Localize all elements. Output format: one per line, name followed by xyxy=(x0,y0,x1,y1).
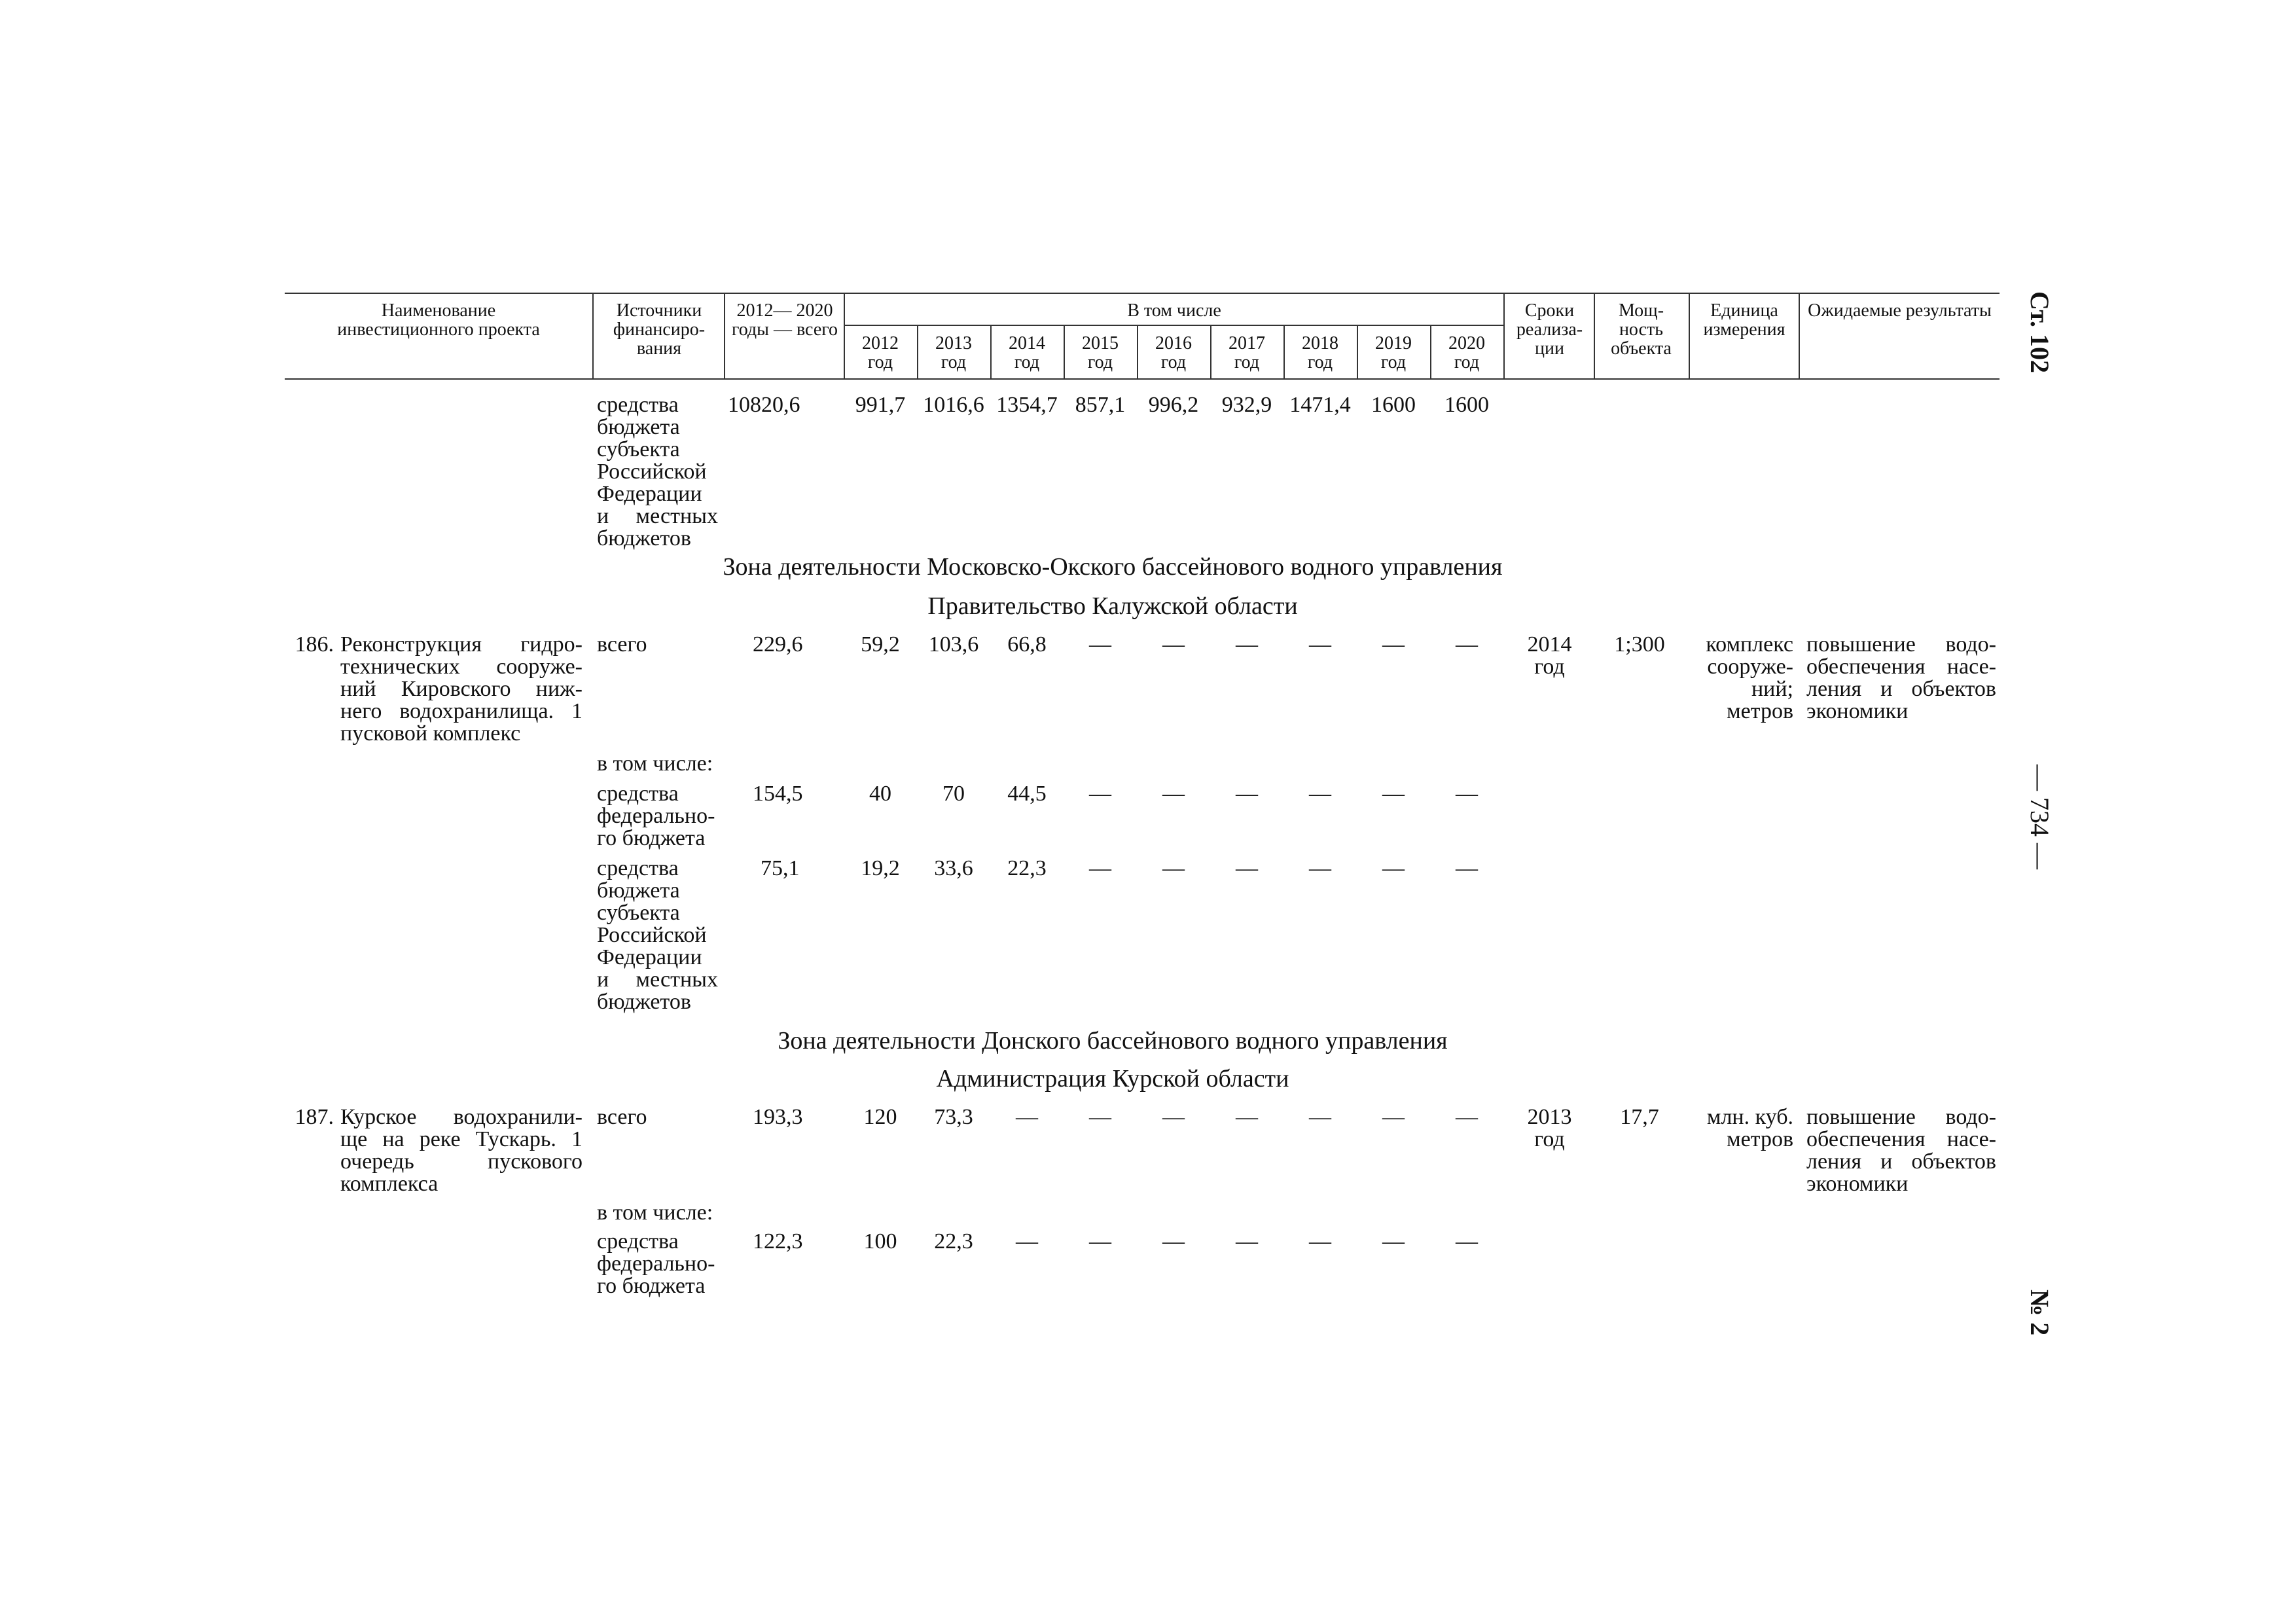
year-cell: — xyxy=(1162,1229,1185,1254)
project-name: Курское водохранили- ще на реке Тускарь. 1 очередь пускового комплекса xyxy=(340,1105,583,1196)
year-cell: 70 xyxy=(942,782,965,806)
year-cell: — xyxy=(1089,632,1111,657)
header-year: 2019 год xyxy=(1375,333,1412,372)
results-cell: повышение водо- обеспечения насе- ления и объектов экономики xyxy=(1806,632,1996,723)
year-cell: — xyxy=(1016,1105,1038,1129)
year-cell: 59,2 xyxy=(861,632,900,657)
header-top-rule xyxy=(285,293,2000,294)
year-cell: — xyxy=(1236,1105,1258,1129)
year-cell: — xyxy=(1309,632,1331,657)
total-cell: 10820,6 xyxy=(728,393,800,417)
header-year: 2012 год xyxy=(862,333,899,372)
year-cell: 73,3 xyxy=(934,1105,973,1129)
year-cell: 996,2 xyxy=(1148,393,1199,417)
header-divider xyxy=(1210,325,1211,378)
year-cell: — xyxy=(1236,1229,1258,1254)
year-cell: 1471,4 xyxy=(1289,393,1351,417)
header-divider xyxy=(724,293,725,378)
year-cell: 22,3 xyxy=(934,1229,973,1254)
header-divider xyxy=(1064,325,1065,378)
year-cell: — xyxy=(1456,1105,1478,1129)
header-year: 2018 год xyxy=(1302,333,1338,372)
unit-cell: млн. куб. метров xyxy=(1706,1105,1793,1151)
source-cell: средства бюджета субъекта Российской Федерации и местных бюджетов xyxy=(597,856,718,1014)
header-name: Наименование инвестиционного проекта xyxy=(337,300,540,340)
total-cell: 122,3 xyxy=(753,1229,803,1254)
year-cell: — xyxy=(1382,856,1405,880)
header-year: 2020 год xyxy=(1448,333,1485,372)
year-cell: — xyxy=(1162,782,1185,806)
header-divider xyxy=(1689,293,1690,378)
year-cell: 33,6 xyxy=(934,856,973,880)
header-divider xyxy=(1799,293,1800,378)
header-divider xyxy=(917,325,918,378)
year-cell: — xyxy=(1016,1229,1038,1254)
year-cell: — xyxy=(1162,1105,1185,1129)
source-cell: средства федерально- го бюджета xyxy=(597,1229,715,1298)
term-cell: 2013 год xyxy=(1527,1105,1572,1151)
source-cell: средства бюджета субъекта Российской Федерации и местных бюджетов xyxy=(597,393,718,550)
year-cell: 991,7 xyxy=(855,393,906,417)
year-cell: 932,9 xyxy=(1221,393,1272,417)
header-divider xyxy=(1137,325,1138,378)
year-cell: — xyxy=(1309,1105,1331,1129)
header-year: 2016 год xyxy=(1155,333,1192,372)
header-divider xyxy=(1283,325,1285,378)
year-cell: — xyxy=(1089,856,1111,880)
source-cell: всего xyxy=(597,632,647,657)
year-cell: — xyxy=(1382,782,1405,806)
including-label: в том числе: xyxy=(597,1200,713,1225)
issue-number: № 2 xyxy=(2025,1290,2054,1336)
header-year: 2017 год xyxy=(1229,333,1265,372)
total-cell: 229,6 xyxy=(753,632,803,657)
year-cell: 103,6 xyxy=(928,632,979,657)
year-cell: 857,1 xyxy=(1075,393,1126,417)
total-cell: 75,1 xyxy=(761,856,800,880)
year-cell: 1600 xyxy=(1371,393,1416,417)
header-years-rule xyxy=(844,325,1503,326)
authority-title: Правительство Калужской области xyxy=(927,592,1298,620)
year-cell: — xyxy=(1382,1229,1405,1254)
year-cell: 22,3 xyxy=(1007,856,1047,880)
year-cell: 1016,6 xyxy=(923,393,984,417)
capacity-cell: 1;300 xyxy=(1614,632,1665,657)
year-cell: — xyxy=(1456,856,1478,880)
header-year: 2014 год xyxy=(1009,333,1045,372)
year-cell: — xyxy=(1089,1229,1111,1254)
project-name: Реконструкция гидро- технических сооруже- ний Кировского ниж- него водохранилища. 1 пусковой комплекс xyxy=(340,632,583,746)
year-cell: — xyxy=(1089,1105,1111,1129)
year-cell: 1354,7 xyxy=(996,393,1058,417)
year-cell: — xyxy=(1456,782,1478,806)
year-cell: 1600 xyxy=(1444,393,1489,417)
header-divider xyxy=(990,325,992,378)
total-cell: 193,3 xyxy=(753,1105,803,1129)
term-cell: 2014 год xyxy=(1527,632,1572,679)
year-cell: — xyxy=(1089,782,1111,806)
header-divider xyxy=(1357,325,1358,378)
year-cell: — xyxy=(1309,856,1331,880)
zone-title: Зона деятельности Московско-Окского бассейнового водного управления xyxy=(723,553,1503,581)
header-bottom-rule xyxy=(285,378,2000,380)
header-term: Сроки реализа- ции xyxy=(1516,300,1583,359)
year-cell: 44,5 xyxy=(1007,782,1047,806)
year-cell: 120 xyxy=(863,1105,897,1129)
project-number: 186. xyxy=(295,632,334,657)
year-cell: — xyxy=(1456,632,1478,657)
page-number: — 734 — xyxy=(2025,765,2054,869)
total-cell: 154,5 xyxy=(753,782,803,806)
capacity-cell: 17,7 xyxy=(1620,1105,1659,1129)
year-cell: — xyxy=(1382,632,1405,657)
year-cell: — xyxy=(1162,632,1185,657)
header-source: Источники финансиро- вания xyxy=(613,300,706,359)
year-cell: — xyxy=(1309,1229,1331,1254)
results-cell: повышение водо- обеспечения насе- ления и объектов экономики xyxy=(1806,1105,1996,1196)
header-divider xyxy=(592,293,594,378)
year-cell: — xyxy=(1456,1229,1478,1254)
year-cell: 19,2 xyxy=(861,856,900,880)
year-cell: — xyxy=(1162,856,1185,880)
authority-title: Администрация Курской области xyxy=(936,1065,1289,1092)
header-including: В том числе xyxy=(1127,300,1221,321)
year-cell: — xyxy=(1309,782,1331,806)
zone-title: Зона деятельности Донского бассейнового водного управления xyxy=(778,1027,1448,1055)
source-cell: всего xyxy=(597,1105,647,1129)
year-cell: — xyxy=(1236,856,1258,880)
source-cell: средства федерально- го бюджета xyxy=(597,782,715,850)
year-cell: 66,8 xyxy=(1007,632,1047,657)
project-number: 187. xyxy=(295,1105,334,1129)
unit-cell: комплекс сооруже- ний; метров xyxy=(1706,632,1793,723)
header-year: 2013 год xyxy=(935,333,972,372)
article-label: Ст. 102 xyxy=(2025,291,2054,373)
year-cell: — xyxy=(1382,1105,1405,1129)
header-unit: Единица измерения xyxy=(1703,300,1785,340)
year-cell: 40 xyxy=(869,782,891,806)
header-results: Ожидаемые результаты xyxy=(1808,300,1992,321)
including-label: в том числе: xyxy=(597,751,713,776)
header-capacity: Мощ- ность объекта xyxy=(1611,300,1672,359)
year-cell: — xyxy=(1236,782,1258,806)
header-divider xyxy=(1430,325,1431,378)
header-year: 2015 год xyxy=(1082,333,1119,372)
header-divider xyxy=(1503,293,1505,378)
year-cell: — xyxy=(1236,632,1258,657)
year-cell: 100 xyxy=(863,1229,897,1254)
header-total: 2012— 2020 годы — всего xyxy=(731,300,838,340)
header-divider xyxy=(1594,293,1595,378)
